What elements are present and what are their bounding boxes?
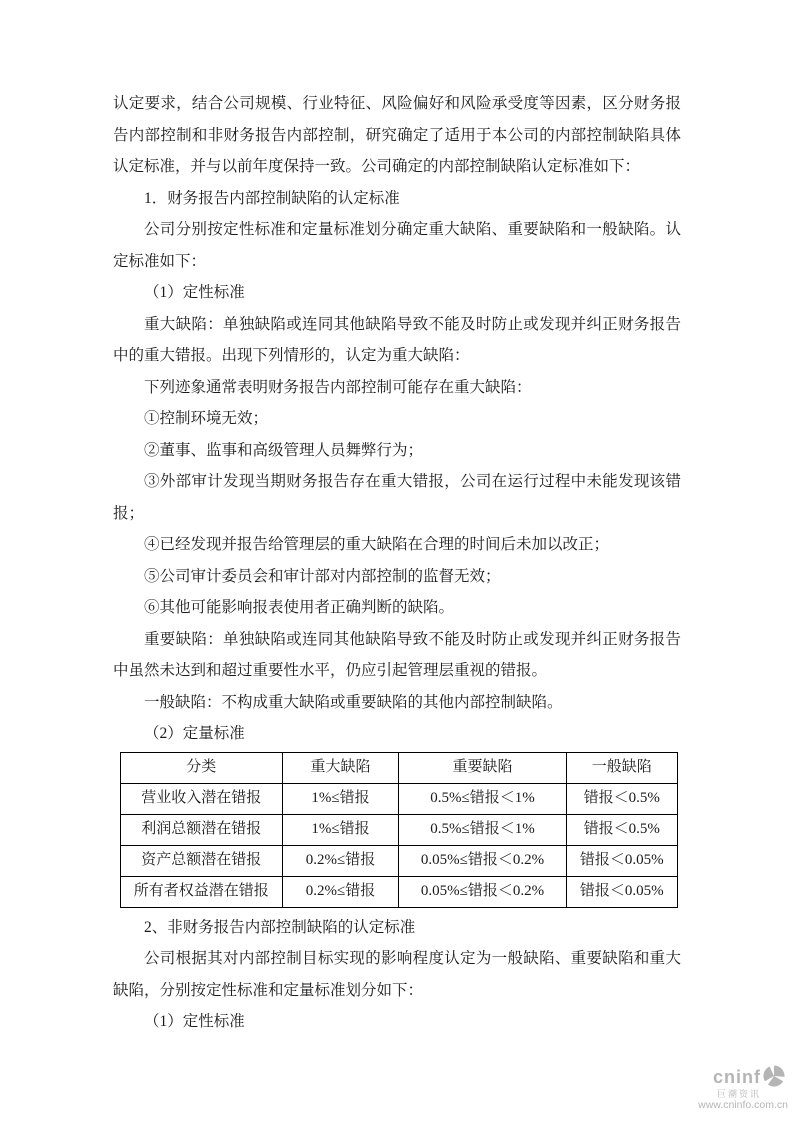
heading-1-financial-report-criteria: 1．财务报告内部控制缺陷的认定标准 [144,189,400,207]
table-cell: 错报＜0.5% [566,783,677,814]
cninfo-watermark [698,1065,788,1112]
list-item-sign-6: ⑥其他可能影响报表使用者正确判断的缺陷。 [144,599,455,616]
table-row [121,845,678,876]
cninfo-pinwheel-icon [763,1065,785,1092]
table-cell: 营业收入潜在错报 [121,783,283,814]
table-cell: 错报＜0.5% [566,814,677,845]
list-item-sign-1: ①控制环境无效； [144,410,269,427]
table-cell: 0.5%≤错报＜1% [399,814,566,845]
cninfo-logo-text: cninf [713,1067,761,1088]
paragraph-intro-continuation: 认定要求，结合公司规模、行业特征、风险偏好和风险承受度等因素，区分财务报告内部控制和非财务报告内部控制，研究确定了适用于本公司的内部控制缺陷具体认定标准，并与以前年度保持一致。公司确定的内部控制缺陷认定标准如下： [113,95,681,175]
paragraph-significant-deficiency-definition: 重要缺陷：单独缺陷或连同其他缺陷导致不能及时防止或发现并纠正财务报告中虽然未达到和超过重要性水平，仍应引起管理层重视的错报。 [113,630,681,679]
paragraph-material-weakness-definition: 重大缺陷：单独缺陷或连同其他缺陷导致不能及时防止或发现并纠正财务报告中的重大错报。出现下列情形的，认定为重大缺陷： [113,315,681,364]
heading-quantitative-criteria: （2）定量标准 [144,725,245,742]
cninfo-chinese-name: 巨潮资讯 [716,1088,761,1099]
paragraph-criteria-overview: 公司分别按定性标准和定量标准划分确定重大缺陷、重要缺陷和一般缺陷。认定标准如下： [113,221,681,270]
table-cell: 0.05%≤错报＜0.2% [399,876,566,907]
table-cell: 0.2%≤错报 [282,845,399,876]
table-cell: 1%≤错报 [282,783,399,814]
heading-2-non-financial-report-criteria: 2、非财务报告内部控制缺陷的认定标准 [144,918,416,936]
table-cell: 错报＜0.05% [566,845,677,876]
list-item-sign-5: ⑤公司审计委员会和审计部对内部控制的监督无效； [144,567,501,585]
table-cell: 0.05%≤错报＜0.2% [399,845,566,876]
list-item-sign-3: ③外部审计发现当期财务报告存在重大错报，公司在运行过程中未能发现该错报； [113,473,681,522]
table-cell: 资产总额潜在错报 [121,845,283,876]
heading-qualitative-criteria-2: （1）定性标准 [144,1013,245,1030]
table-row [121,876,678,907]
table-cell: 所有者权益潜在错报 [121,876,283,907]
list-item-sign-2: ②董事、监事和高级管理人员舞弊行为； [144,441,424,459]
table-row [121,783,678,814]
list-item-sign-4: ④已经发现并报告给管理层的重大缺陷在合理的时间后未加以改正； [144,536,610,553]
document-body [113,88,681,1038]
table-cell: 错报＜0.05% [566,876,677,907]
table-header-material: 重大缺陷 [282,752,399,783]
table-cell: 0.5%≤错报＜1% [399,783,566,814]
table-cell: 1%≤错报 [282,814,399,845]
paragraph-general-deficiency-definition: 一般缺陷：不构成重大缺陷或重要缺陷的其他内部控制缺陷。 [144,693,563,711]
table-header-general: 一般缺陷 [566,752,677,783]
cninfo-url: www.cninfo.com.cn [698,1099,788,1112]
paragraph-non-financial-overview: 公司根据其对内部控制目标实现的影响程度认定为一般缺陷、重要缺陷和重大缺陷，分别按定性标准和定量标准划分如下： [113,950,681,999]
table-header-significant: 重要缺陷 [399,752,566,783]
table-header-category: 分类 [121,752,283,783]
table-header-row [121,752,678,783]
paragraph-material-weakness-signs-intro: 下列迹象通常表明财务报告内部控制可能存在重大缺陷： [144,378,532,396]
table-row [121,814,678,845]
quantitative-criteria-table [120,752,678,908]
heading-qualitative-criteria: （1）定性标准 [144,284,245,301]
table-cell: 利润总额潜在错报 [121,814,283,845]
cninfo-logo-row [698,1065,785,1092]
table-cell: 0.2%≤错报 [282,876,399,907]
